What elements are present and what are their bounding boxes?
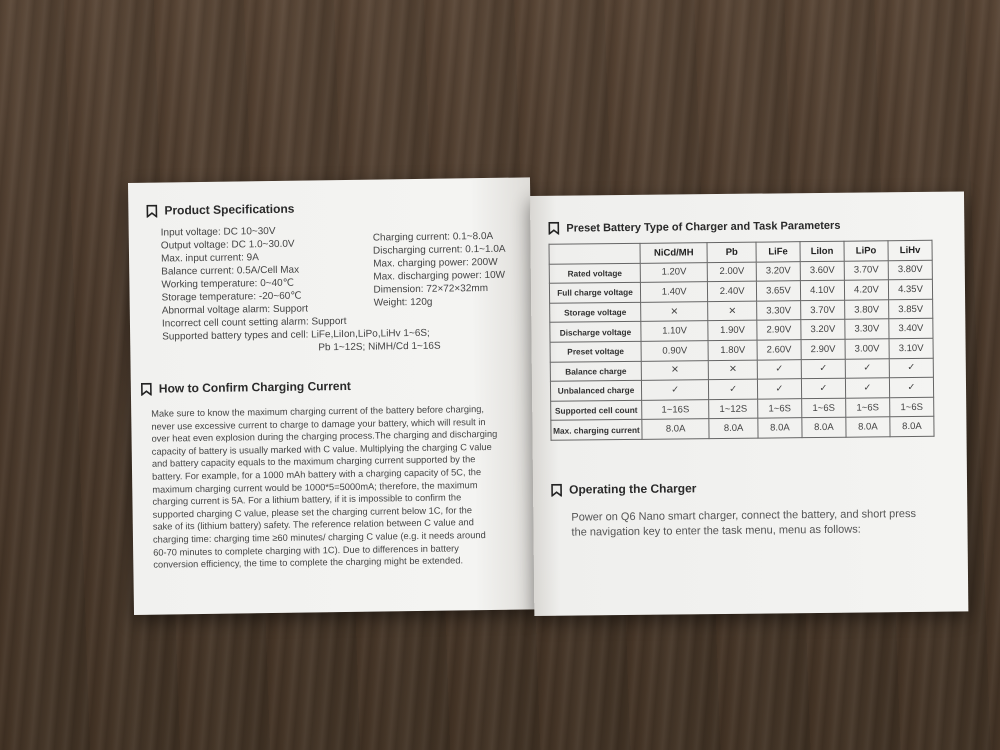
table-cell: 2.40V	[708, 281, 757, 301]
bookmark-icon	[146, 204, 157, 217]
spec-line: Charging current: 0.1~8.0A	[372, 230, 494, 244]
table-cell: 1.10V	[641, 321, 709, 341]
preset-params-heading: Preset Battery Type of Charger and Task Parameters	[548, 219, 840, 235]
table-cell: ✓	[845, 358, 889, 378]
table-cell: 3.70V	[801, 300, 845, 320]
table-cell: 3.80V	[888, 260, 932, 280]
row-label: Full charge voltage	[549, 283, 640, 304]
paragraph-line: battery. For example, for a 1000 mAh battery with a charging capacity of 5C, the	[152, 467, 482, 482]
table-cell: ✓	[889, 358, 933, 378]
table-cell: ✕	[708, 301, 757, 321]
table-cell: 1~6S	[802, 398, 846, 418]
table-cell: 4.20V	[844, 280, 888, 300]
column-header: NiCd/MH	[640, 243, 708, 263]
paragraph-line: sake of its (lithium battery) safety. The reference relation between C value and	[152, 517, 474, 533]
table-cell: 8.0A	[802, 418, 846, 438]
table-cell: 1.20V	[640, 262, 708, 282]
spec-line: Abnormal voltage alarm: Support	[161, 303, 309, 317]
table-cell: 4.10V	[800, 280, 844, 300]
table-cell: 3.80V	[845, 300, 889, 320]
paragraph-line: charging time: charging time ≥60 minutes/ charging C value (e.g. it needs around	[152, 529, 486, 545]
row-label: Storage voltage	[550, 302, 641, 323]
spec-line: Max. discharging power: 10W	[373, 269, 506, 283]
paragraph-line: and battery capacity equals to the maximum charging current supported by the	[151, 454, 476, 470]
column-header: Pb	[707, 242, 756, 262]
table-row	[551, 417, 934, 441]
operating-paragraph	[571, 507, 916, 541]
paragraph-line: conversion efficiency, the time to complete the charging might be extended.	[153, 555, 464, 570]
spec-line: Discharging current: 0.1~1.0A	[372, 243, 506, 257]
table-cell: ✓	[709, 379, 758, 399]
table-cell: 1~16S	[642, 399, 710, 419]
table-cell: 8.0A	[846, 417, 890, 437]
column-header: LiIon	[800, 241, 844, 261]
table-cell: 3.20V	[756, 261, 800, 281]
manual-right-page	[530, 191, 968, 616]
table-corner-cell	[549, 243, 640, 264]
spec-line: Incorrect cell count setting alarm: Support	[161, 315, 347, 330]
paragraph-line: Make sure to know the maximum charging current of the battery before charging,	[151, 404, 485, 419]
table-cell: 0.90V	[641, 341, 709, 361]
table-cell: 1.80V	[708, 340, 757, 360]
operating-heading: Operating the Charger	[551, 481, 696, 497]
table-cell: 1.40V	[640, 282, 708, 302]
spec-line: Input voltage: DC 10~30V	[160, 225, 276, 239]
table-cell: 4.35V	[888, 279, 932, 299]
table-cell: ✕	[641, 360, 709, 380]
table-cell: 3.30V	[757, 300, 801, 320]
spec-line: Supported battery types and cell: LiFe,LiIon,LiPo,LiHv 1~6S;	[162, 327, 430, 343]
table-cell: ✓	[845, 378, 889, 398]
table-cell: 3.70V	[844, 260, 888, 280]
table-cell: 8.0A	[709, 418, 758, 438]
table-cell: 3.10V	[889, 338, 933, 358]
bookmark-icon	[551, 483, 562, 496]
table-cell: 1~6S	[758, 398, 802, 418]
table-cell: 3.20V	[801, 320, 845, 340]
table-cell: 3.40V	[889, 319, 933, 339]
column-header: LiFe	[756, 242, 800, 262]
paragraph-line: Power on Q6 Nano smart charger, connect the battery, and short press	[571, 507, 917, 524]
table-cell: ✓	[757, 379, 801, 399]
row-label: Rated voltage	[549, 263, 640, 284]
confirm-current-heading: How to Confirm Charging Current	[141, 379, 351, 396]
battery-params-table	[549, 240, 935, 441]
spec-line: Storage temperature: -20~60℃	[161, 290, 302, 304]
paragraph-line: charging current is 5A. For a lithium battery, if it is impossible to confirm the	[152, 492, 462, 507]
confirm-current-paragraph	[151, 403, 499, 572]
table-cell: 1~6S	[846, 397, 890, 417]
table-cell: 3.65V	[756, 281, 800, 301]
table-cell: 3.00V	[845, 339, 889, 359]
row-label: Max. charging current	[551, 420, 642, 441]
bookmark-icon	[548, 222, 559, 235]
table-cell: 1~6S	[890, 397, 934, 417]
table-cell: 8.0A	[890, 417, 934, 437]
paragraph-line: supported charging C value, please set the charging current below 1C, for the	[152, 504, 473, 520]
paragraph-line: capacity of battery is usually marked with C value. Multiplying the charging C value	[151, 441, 492, 457]
paragraph-line: over heat even explosion during the charging process.The charging and discharging	[151, 429, 498, 444]
table-cell: 2.90V	[757, 320, 801, 340]
table-cell: 3.60V	[800, 261, 844, 281]
row-label: Preset voltage	[550, 341, 641, 362]
table-cell: 1~12S	[709, 399, 758, 419]
paragraph-line: the navigation key to enter the task menu, menu as follows:	[571, 523, 861, 539]
spec-line: Weight: 120g	[373, 296, 433, 309]
spec-line: Dimension: 72×72×32mm	[373, 282, 489, 296]
table-cell: 3.85V	[889, 299, 933, 319]
table-cell: ✕	[641, 301, 709, 321]
table-cell: ✓	[641, 380, 709, 400]
table-cell: 3.30V	[845, 319, 889, 339]
column-header: LiHv	[888, 240, 932, 260]
row-label: Balance charge	[550, 361, 641, 382]
table-cell: 8.0A	[642, 419, 710, 439]
bookmark-icon	[141, 382, 152, 395]
product-specs-heading: Product Specifications	[146, 202, 294, 218]
spec-line: Pb 1~12S; NiMH/Cd 1~16S	[318, 340, 441, 354]
table-cell: 1.90V	[708, 321, 757, 341]
spec-line: Balance current: 0.5A/Cell Max	[161, 264, 300, 278]
table-cell: 2.60V	[757, 340, 801, 360]
table-cell: ✕	[709, 360, 758, 380]
manual-left-page	[128, 177, 536, 615]
spec-line: Working temperature: 0~40℃	[161, 277, 294, 291]
row-label: Discharge voltage	[550, 322, 641, 343]
spec-line: Max. input current: 9A	[160, 252, 259, 265]
table-cell: ✓	[889, 377, 933, 397]
spec-line: Max. charging power: 200W	[373, 256, 498, 270]
table-cell: 2.90V	[801, 339, 845, 359]
spec-line: Output voltage: DC 1.0~30.0V	[160, 238, 295, 252]
table-cell: ✓	[757, 359, 801, 379]
table-cell: 8.0A	[758, 418, 802, 438]
row-label: Supported cell count	[551, 400, 642, 421]
column-header: LiPo	[844, 241, 888, 261]
table-cell: ✓	[801, 359, 845, 379]
row-label: Unbalanced charge	[550, 380, 641, 401]
table-cell: 2.00V	[708, 262, 757, 282]
paragraph-line: maximum charging current would be 1000*5=5000mA; therefore, the maximum	[152, 479, 478, 495]
product-specs-right-column	[373, 230, 507, 310]
paragraph-line: never use excessive current to charge to damage your battery, which will result in	[151, 416, 486, 432]
table-cell: ✓	[801, 378, 845, 398]
paragraph-line: 60-70 minutes to complete charging with 1C). Due to differences in battery	[153, 542, 459, 558]
